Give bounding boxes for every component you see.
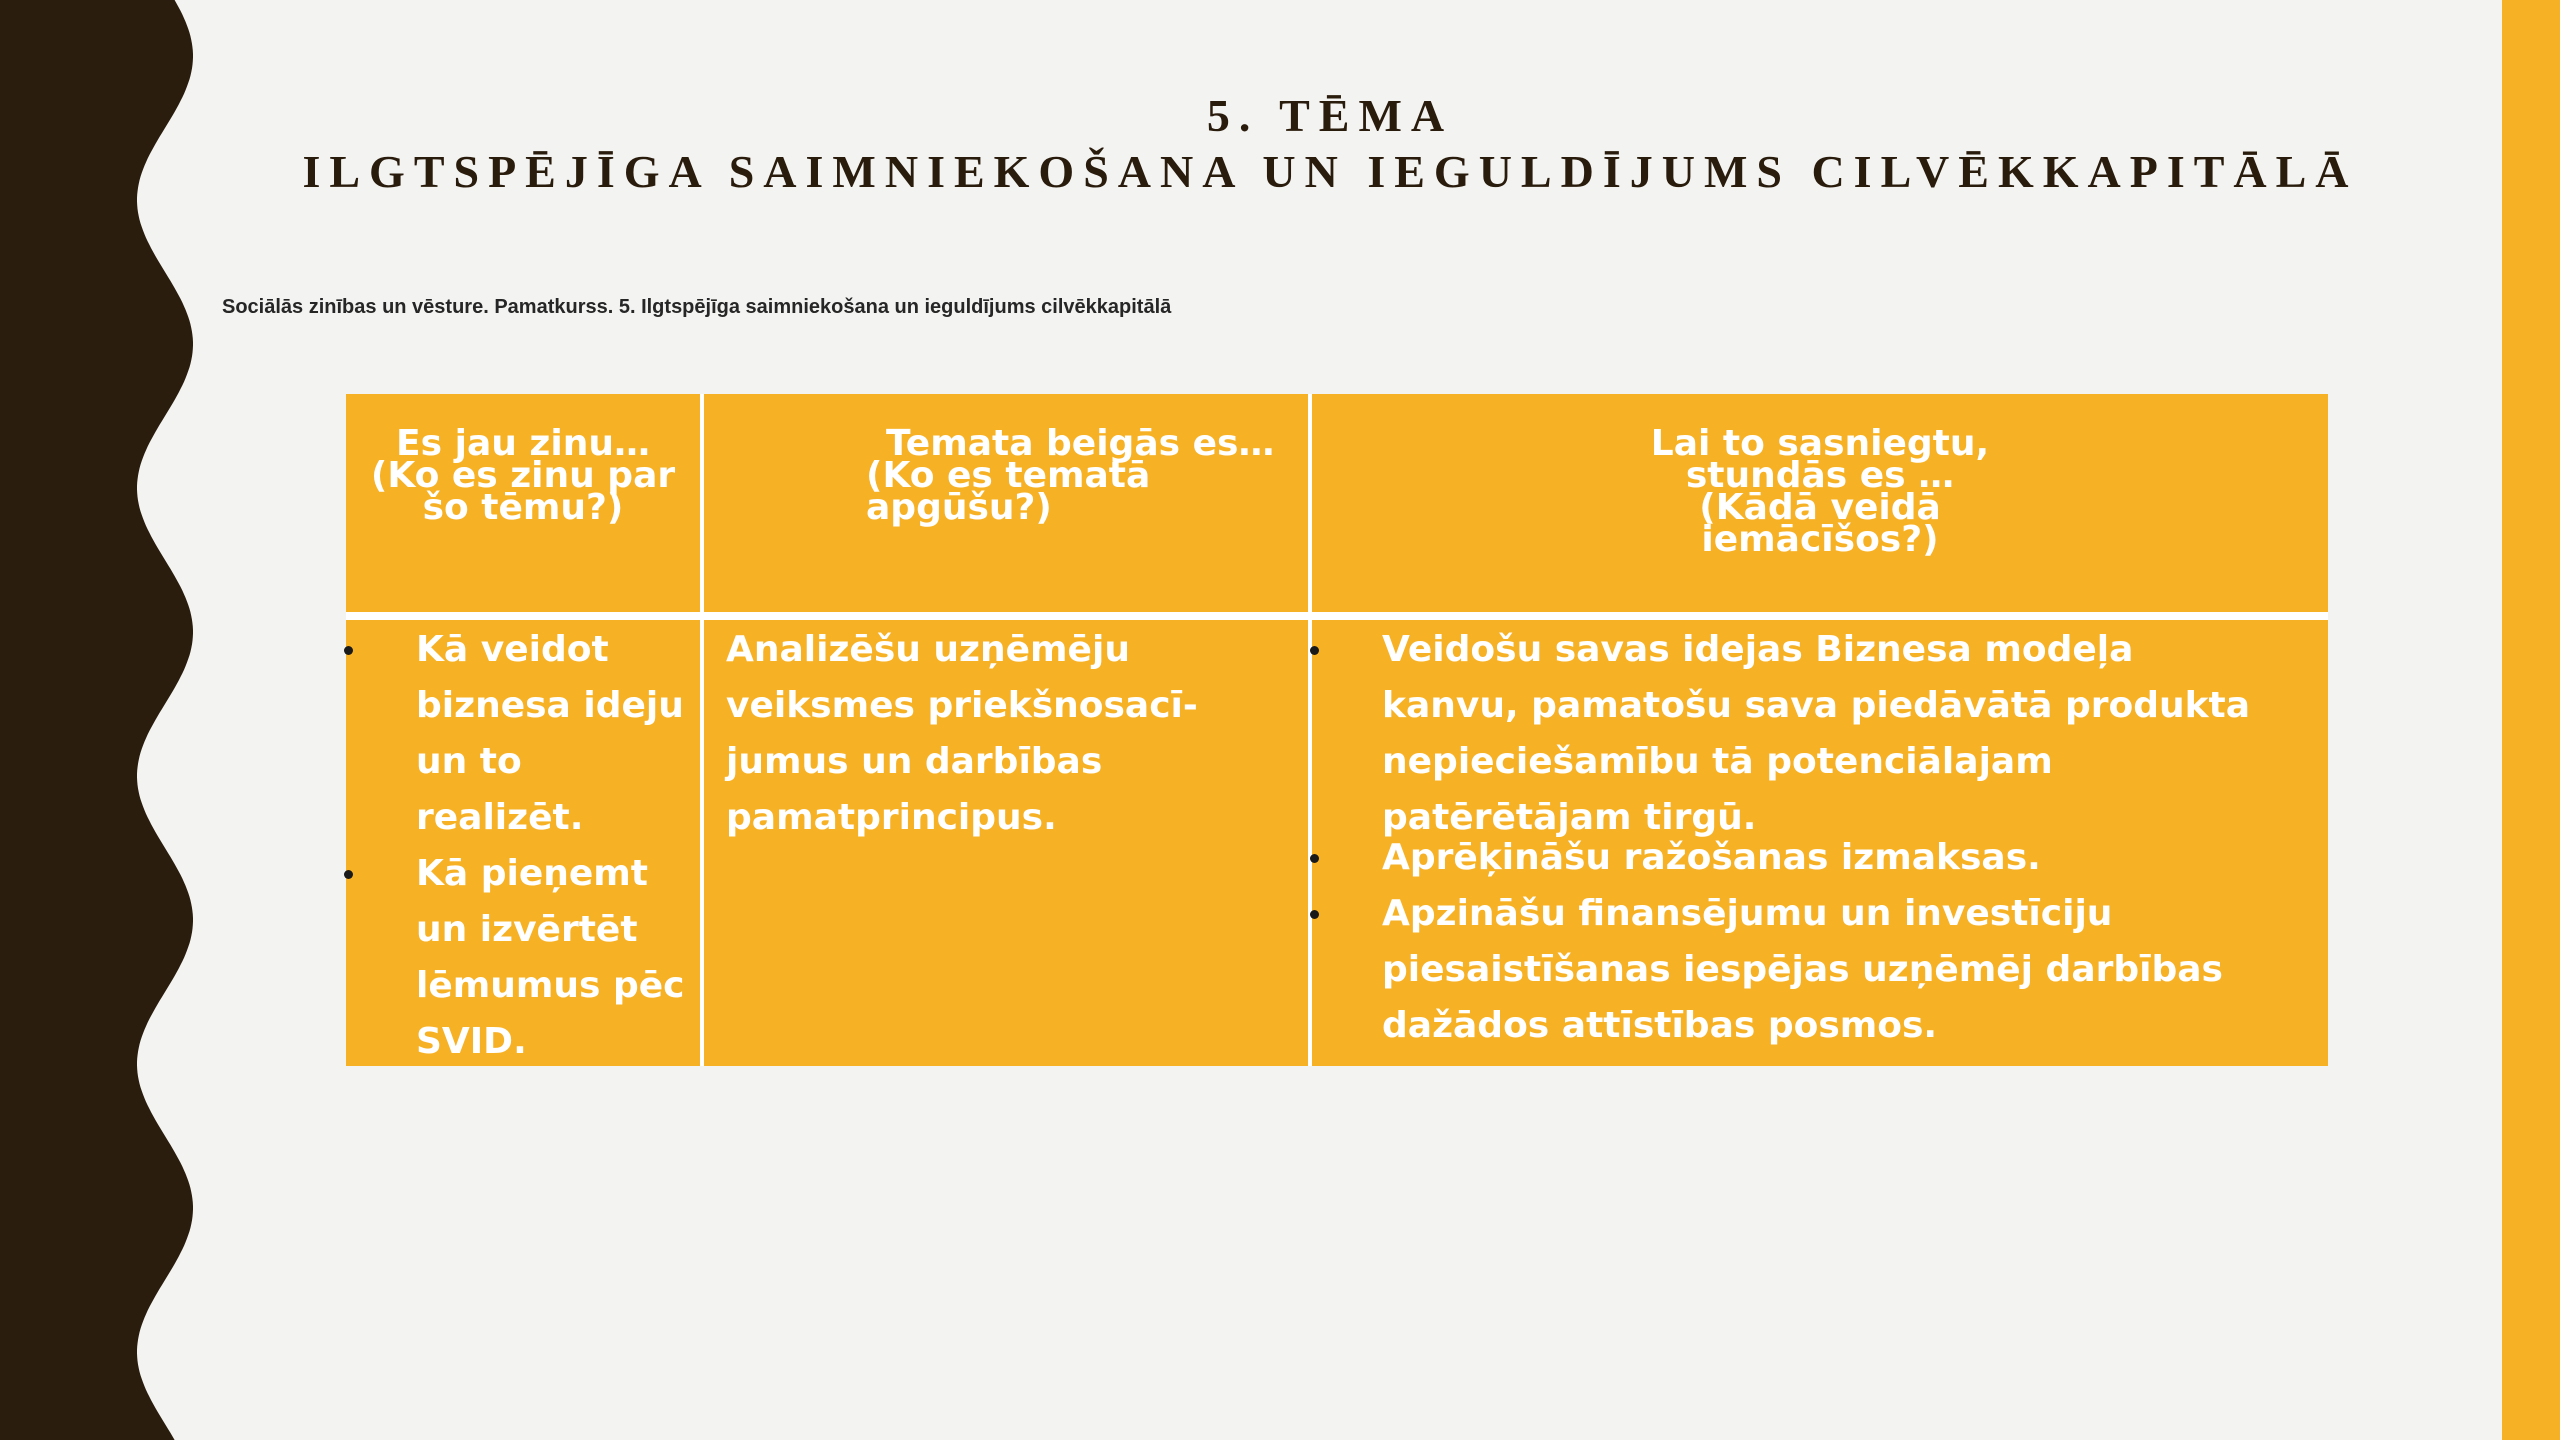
learning-goals-table: [346, 394, 2328, 1066]
list-item: Kā pieņemt un izvērtēt lēmumus pēc SVID.: [346, 846, 700, 1070]
list-item: Veidošu savas idejas Biznesa modeļa kanvu, pamatošu sava piedāvātā produkta nepieciešamību tā potenciālajam patērētājam tirgū.: [1312, 622, 2268, 846]
body-cell-end-of-topic: [704, 620, 1308, 1066]
bullet-icon: [344, 870, 353, 879]
header-cell-to-achieve: [1312, 394, 2328, 612]
header-line: apgūšu?): [866, 487, 1052, 528]
to-achieve-list: [1312, 622, 2268, 1054]
header-line: iemācīšos?): [1701, 519, 1939, 560]
header-cell-end-of-topic: [704, 394, 1308, 612]
header-line: (Ko es zinu par: [370, 455, 676, 496]
header-line: Temata beigās es…: [886, 423, 1275, 464]
title-line-2: ILGTSPĒJĪGA SAIMNIEKOŠANA UN IEGULDĪJUMS CILVĒKKAPITĀLĀ: [302, 146, 2358, 197]
bullet-icon: [1310, 910, 1319, 919]
list-item: Apzināšu finansējumu un investīciju piesaistīšanas iespējas uzņēmēj darbības dažādos attīstības posmos.: [1312, 886, 2268, 1054]
bullet-icon: [344, 646, 353, 655]
end-of-topic-text: Analizēšu uzņēmēju veiksmes priekšnosacī- jumus un darbības pamatprincipus.: [726, 629, 1198, 838]
decorative-wave-border: [0, 0, 200, 1440]
header-line: Lai to sasniegtu,: [1650, 423, 1990, 464]
list-item: Kā veidot biznesa ideju un to realizēt.: [346, 622, 700, 846]
header-line: šo tēmu?): [422, 487, 624, 528]
title-line-1: 5. TĒMA: [1206, 90, 1454, 141]
body-cell-to-achieve: [1312, 620, 2328, 1066]
slide-subtitle: Sociālās zinības un vēsture. Pamatkurss. 5. Ilgtspējīga saimniekošana un ieguldījums cilvēkkapitālā: [222, 296, 1172, 318]
header-line: (Ko es tematā: [866, 455, 1151, 496]
body-cell-already-know: [346, 620, 700, 1066]
accent-side-bar: [2502, 0, 2560, 1440]
bullet-icon: [1310, 854, 1319, 863]
header-line: (Kādā veidā: [1699, 487, 1941, 528]
header-cell-already-know: [346, 394, 700, 612]
header-line: stundās es …: [1685, 455, 1955, 496]
list-item: Aprēķināšu ražošanas izmaksas.: [1312, 830, 2268, 886]
slide-title: [300, 88, 2360, 200]
bullet-icon: [1310, 646, 1319, 655]
already-know-list: [346, 622, 700, 1070]
header-line: Es jau zinu…: [396, 423, 650, 464]
